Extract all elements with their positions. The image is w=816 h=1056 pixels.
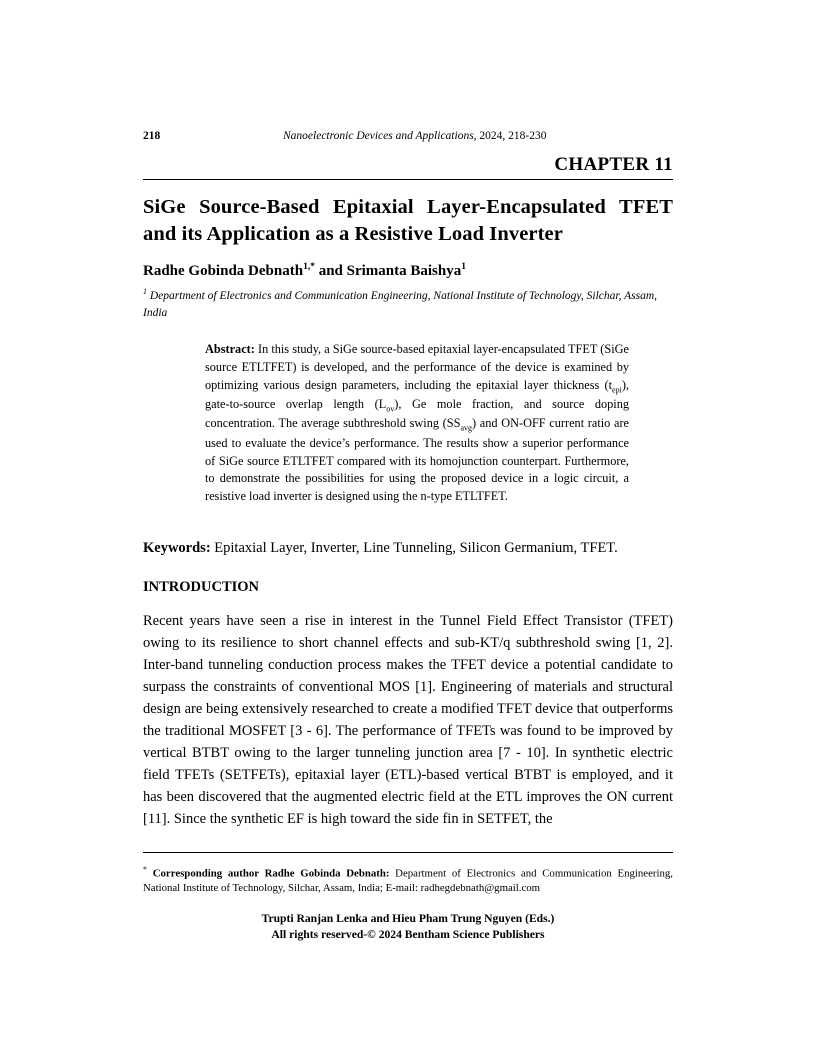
- abstract-text-3: ), Ge mole fraction, and source doping concentration. The average subthreshold swing (SS: [205, 397, 629, 431]
- abstract-sub-avg: avg: [460, 423, 473, 433]
- footnote-details: Department of Electronics and Communication Engineering, National Institute of Technology, Silchar, Assam, India; E-mail: radhegdebnath@gmail.com: [143, 867, 673, 895]
- journal-citation: [283, 130, 547, 142]
- abstract-text-2: ), gate-to-source overlap length (L: [205, 378, 629, 412]
- keywords-text: Epitaxial Layer, Inverter, Line Tunneling, Silicon Germanium, TFET.: [210, 540, 618, 557]
- journal-volume-pages: , 2024, 218-230: [473, 130, 547, 142]
- keywords-label: Keywords:: [143, 540, 211, 557]
- author-conjunction: and: [314, 263, 347, 280]
- abstract-sub-epi: epi: [612, 385, 622, 395]
- journal-title: Nanoelectronic Devices and Applications: [283, 130, 474, 142]
- introduction-paragraph: Recent years have seen a rise in interest in the Tunnel Field Effect Transistor (TFET) owing to its resilience to short channel effects and sub-KT/q subthreshold swing [1, 2]. Inter-band tunneling conduction process makes the TFET device a potential candidate to surpass the constraints of conventional MOS [1]. Engineering of materials and structural design are being extensively researched to create a modified TFET device that outperforms the traditional MOSFET [3 - 6]. The performance of TFETs was found to be improved by vertical BTBT owing to the larger tunneling junction area [7 - 10]. In synthetic electric field TFETs (SETFETs), epitaxial layer (ETL)-based vertical BTBT is employed, and it has been discovered that the augmented electric field at the ETL improves the ON current [11]. Since the synthetic EF is high toward the side fin in SETFET, the: [143, 612, 673, 827]
- keywords-block: [143, 538, 673, 558]
- footnote-author: Corresponding author Radhe Gobinda Debnath:: [147, 867, 390, 880]
- author-name-1: Radhe Gobinda Debnath: [143, 263, 304, 280]
- abstract-sub-ov: ov: [386, 404, 395, 414]
- author-affiliation-marker-1: 1,*: [303, 262, 315, 273]
- abstract-label: Abstract:: [205, 342, 255, 357]
- author-affiliation-marker-2: 1: [461, 262, 466, 273]
- author-name-2: Srimanta Baishya: [346, 263, 462, 280]
- corresponding-author-footnote: [143, 864, 673, 897]
- footnote-divider: [143, 852, 673, 853]
- affiliation-marker: 1: [143, 287, 147, 297]
- page-number: 218: [143, 130, 161, 142]
- abstract-block: [205, 341, 629, 506]
- editors-line: Trupti Ranjan Lenka and Hieu Pham Trung Nguyen (Eds.): [261, 911, 555, 925]
- abstract-text-1: In this study, a SiGe source-based epitaxial layer-encapsulated TFET (SiGe source ETLTFET) is developed, and the performance of the device is examined by optimizing various design parameters, including the epitaxial layer thickness (t: [205, 342, 629, 393]
- section-heading-introduction: INTRODUCTION: [143, 578, 260, 595]
- page-footer: [143, 911, 673, 945]
- copyright-line: All rights reserved-© 2024 Bentham Science Publishers: [271, 928, 545, 942]
- abstract-text-4: ) and ON-OFF current ratio are used to evaluate the device’s performance. The results show a superior performance of SiGe source ETLTFET compared with its homojunction counterpart. Furthermore, to demonstrate the possibilities for using the proposed device in a logic circuit, a resistive load inverter is designed using the n-type ETLTFET.: [205, 416, 630, 504]
- affiliation-text: Department of Electronics and Communication Engineering, National Institute of Technology, Silchar, Assam, India: [143, 289, 658, 319]
- footnote-marker: *: [143, 864, 147, 874]
- affiliation: [143, 286, 673, 321]
- chapter-label: CHAPTER 11: [554, 154, 673, 175]
- page-title: SiGe Source-Based Epitaxial Layer-Encapsulated TFET and its Application as a Resistive Load Inverter: [143, 196, 673, 246]
- running-head: [143, 130, 673, 142]
- author-list: [143, 262, 673, 280]
- header-divider: [143, 179, 673, 180]
